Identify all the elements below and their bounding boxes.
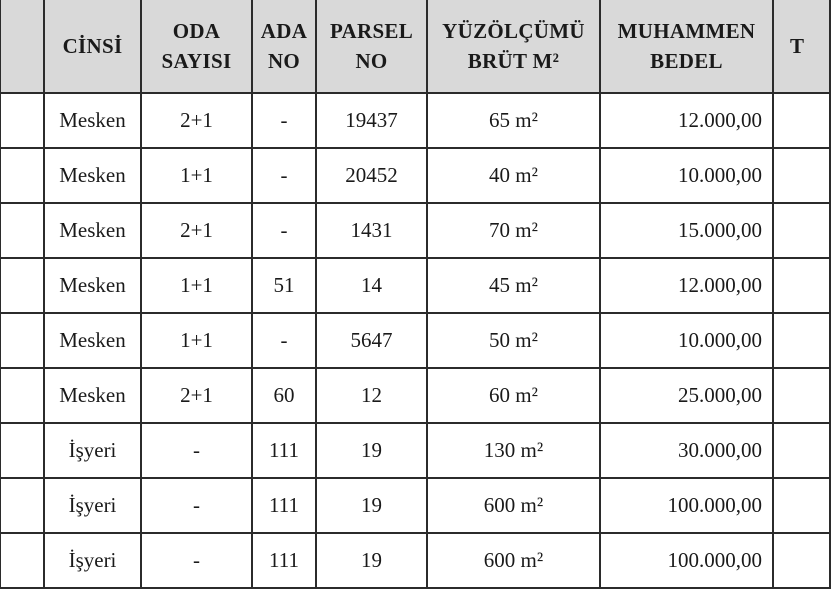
cut-left-cell [0, 423, 44, 478]
ada-no-cell: 60 [252, 368, 316, 423]
header-cinsi [44, 0, 141, 93]
ada-no-cell: 111 [252, 478, 316, 533]
cut-left-cell [0, 203, 44, 258]
table-row [0, 313, 830, 368]
oda-sayisi-cell: 2+1 [141, 93, 252, 148]
ada-no-cell: 111 [252, 423, 316, 478]
table-row [0, 93, 830, 148]
table-row [0, 258, 830, 313]
header-muhammen-line2: BEDEL [650, 49, 723, 73]
parsel-no-cell: 19 [316, 533, 427, 588]
cinsi-cell: Mesken [44, 368, 141, 423]
parsel-no-cell: 19 [316, 423, 427, 478]
table-row [0, 368, 830, 423]
yuzolcumu-cell: 130 m² [427, 423, 600, 478]
parsel-no-cell: 19 [316, 478, 427, 533]
header-parsel-line1: PARSEL [329, 19, 414, 43]
muhammen-bedel-cell: 25.000,00 [600, 368, 773, 423]
cinsi-cell: Mesken [44, 258, 141, 313]
header-yuzolcumu [427, 0, 600, 93]
table-body [0, 93, 830, 588]
cut-left-cell [0, 148, 44, 203]
cut-right-cell [773, 423, 830, 478]
cut-right-cell [773, 533, 830, 588]
parsel-no-cell: 19437 [316, 93, 427, 148]
header-cut-right-line2 [774, 31, 829, 61]
muhammen-bedel-cell: 12.000,00 [600, 93, 773, 148]
cinsi-cell: İşyeri [44, 533, 141, 588]
header-muhammen-line1: MUHAMMEN [617, 19, 756, 43]
muhammen-bedel-cell: 12.000,00 [600, 258, 773, 313]
parsel-no-cell: 5647 [316, 313, 427, 368]
cinsi-cell: İşyeri [44, 478, 141, 533]
ada-no-cell: - [252, 93, 316, 148]
ada-no-cell: 111 [252, 533, 316, 588]
oda-sayisi-cell: 1+1 [141, 148, 252, 203]
cut-right-cell [773, 368, 830, 423]
table-row [0, 148, 830, 203]
muhammen-bedel-cell: 10.000,00 [600, 313, 773, 368]
header-muhammen-bedel [600, 0, 773, 93]
cut-left-cell [0, 478, 44, 533]
cinsi-cell: İşyeri [44, 423, 141, 478]
header-ada-line2: NO [267, 49, 301, 73]
yuzolcumu-cell: 600 m² [427, 478, 600, 533]
cut-left-cell [0, 368, 44, 423]
cut-right-cell [773, 478, 830, 533]
cut-right-cell [773, 148, 830, 203]
yuzolcumu-cell: 70 m² [427, 203, 600, 258]
header-oda-line1: ODA [172, 19, 221, 43]
oda-sayisi-cell: 2+1 [141, 368, 252, 423]
yuzolcumu-cell: 50 m² [427, 313, 600, 368]
header-cut-right-letter: T [790, 34, 805, 58]
yuzolcumu-cell: 600 m² [427, 533, 600, 588]
ada-no-cell: - [252, 203, 316, 258]
table-row [0, 533, 830, 588]
cut-left-cell [0, 533, 44, 588]
muhammen-bedel-cell: 100.000,00 [600, 478, 773, 533]
table-row [0, 423, 830, 478]
cut-right-cell [773, 258, 830, 313]
muhammen-bedel-cell: 30.000,00 [600, 423, 773, 478]
header-ada-no [252, 0, 316, 93]
oda-sayisi-cell: - [141, 533, 252, 588]
table-row [0, 478, 830, 533]
oda-sayisi-cell: 1+1 [141, 313, 252, 368]
ada-no-cell: - [252, 313, 316, 368]
muhammen-bedel-cell: 15.000,00 [600, 203, 773, 258]
oda-sayisi-cell: - [141, 423, 252, 478]
cut-right-cell [773, 203, 830, 258]
header-ada-line1: ADA [260, 19, 308, 43]
cut-left-cell [0, 313, 44, 368]
header-parsel-no [316, 0, 427, 93]
yuzolcumu-cell: 45 m² [427, 258, 600, 313]
yuzolcumu-cell: 65 m² [427, 93, 600, 148]
parsel-no-cell: 1431 [316, 203, 427, 258]
header-oda-line2: SAYISI [161, 49, 232, 73]
cinsi-cell: Mesken [44, 93, 141, 148]
cinsi-cell: Mesken [44, 203, 141, 258]
parsel-no-cell: 12 [316, 368, 427, 423]
header-row [0, 0, 830, 93]
yuzolcumu-cell: 40 m² [427, 148, 600, 203]
header-yuzolcumu-line1: YÜZÖLÇÜMÜ [442, 19, 585, 43]
parsel-no-cell: 20452 [316, 148, 427, 203]
header-oda-sayisi [141, 0, 252, 93]
oda-sayisi-cell: 2+1 [141, 203, 252, 258]
cut-left-cell [0, 258, 44, 313]
header-cinsi-label: CİNSİ [62, 34, 123, 58]
muhammen-bedel-cell: 100.000,00 [600, 533, 773, 588]
cut-right-cell [773, 93, 830, 148]
oda-sayisi-cell: - [141, 478, 252, 533]
ada-no-cell: - [252, 148, 316, 203]
cut-right-cell [773, 313, 830, 368]
cut-left-cell [0, 93, 44, 148]
parsel-no-cell: 14 [316, 258, 427, 313]
oda-sayisi-cell: 1+1 [141, 258, 252, 313]
header-parsel-line2: NO [355, 49, 388, 73]
cinsi-cell: Mesken [44, 148, 141, 203]
cinsi-cell: Mesken [44, 313, 141, 368]
ada-no-cell: 51 [252, 258, 316, 313]
header-yuzolcumu-line2: BRÜT M² [467, 49, 560, 73]
header-cut-left [0, 0, 44, 93]
table-row [0, 203, 830, 258]
header-cut-right [773, 0, 830, 93]
table-header [0, 0, 830, 93]
yuzolcumu-cell: 60 m² [427, 368, 600, 423]
muhammen-bedel-cell: 10.000,00 [600, 148, 773, 203]
